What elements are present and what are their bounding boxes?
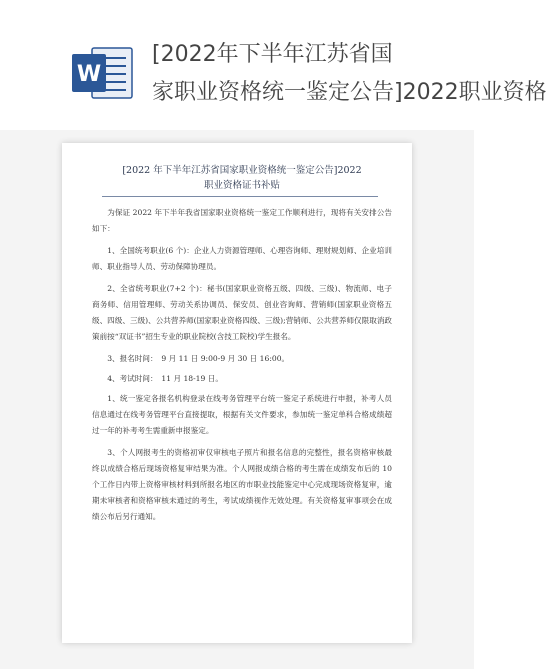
paragraph-individual-registration: 3、个人网报考生的资格初审仅审核电子照片和报名信息的完整性，报名资格审核最终以成绩合格后现场资格复审结果为准。个人网报成绩合格的考生需在成绩发布后的 10 个工作日内带上资格审核材料到所报名地区的市职业技能鉴定中心完成现场资格复审，逾期未审核者和资格审核未通过的考生，考试成绩视作无效处理。有关资格复审事项会在成绩公布后另行通知。 [92, 448, 392, 521]
title-line-2: 家职业资格统一鉴定公告]2022职业资格 [152, 80, 547, 105]
document-title-line-2: 职业资格证书补贴 [203, 180, 280, 191]
document-title [102, 163, 382, 193]
paragraph-national-exams: 1、全国统考职业(6 个)：企业人力资源管理师、心理咨询师、理财规划师、企业培训师、职业指导人员、劳动保障协理员。 [92, 246, 392, 271]
word-document-icon [72, 44, 134, 102]
title-line-1: [2022年下半年江苏省国 [152, 42, 393, 67]
paragraph-intro: 为保证 2022 年下半年我省国家职业资格统一鉴定工作顺利进行，现将有关安排公告如下： [92, 208, 392, 233]
document-title-line-1: [2022 年下半年江苏省国家职业资格统一鉴定公告]2022 [122, 165, 362, 176]
document-preview-header [0, 0, 547, 130]
title-divider [102, 196, 378, 197]
paragraph-registration-time: 3、报名时间： 9 月 11 日 9:00-9 月 30 日 16:00。 [107, 354, 290, 363]
document-page [62, 143, 412, 643]
paragraph-provincial-exams: 2、全省统考职业(7+2 个)：秘书(国家职业资格五级、四级、三级)、物流师、电子商务师、信用管理师、劳动关系协调员、保安员、创业咨询师、营销师(国家职业资格五级、四级、三级)、公共营养师(国家职业资格四级、三级);营销师、公共营养师仅限取消政策前按“双证书”招生专业的职业院校(含技工院校)学生报名。 [92, 284, 393, 341]
svg-text:W: W [76, 62, 102, 87]
paragraph-exam-time: 4、考试时间： 11 月 18-19 日。 [107, 374, 223, 383]
document-preview-title [152, 36, 547, 112]
document-body [92, 205, 392, 531]
paragraph-institution-registration: 1、统一鉴定各报名机构登录在线考务管理平台统一鉴定子系统进行申报，补考人员信息通过在线考务管理平台直接提取，根据有关文件要求，参加统一鉴定单科合格成绩超过一年的补考考生需重新申报鉴定。 [92, 394, 392, 435]
